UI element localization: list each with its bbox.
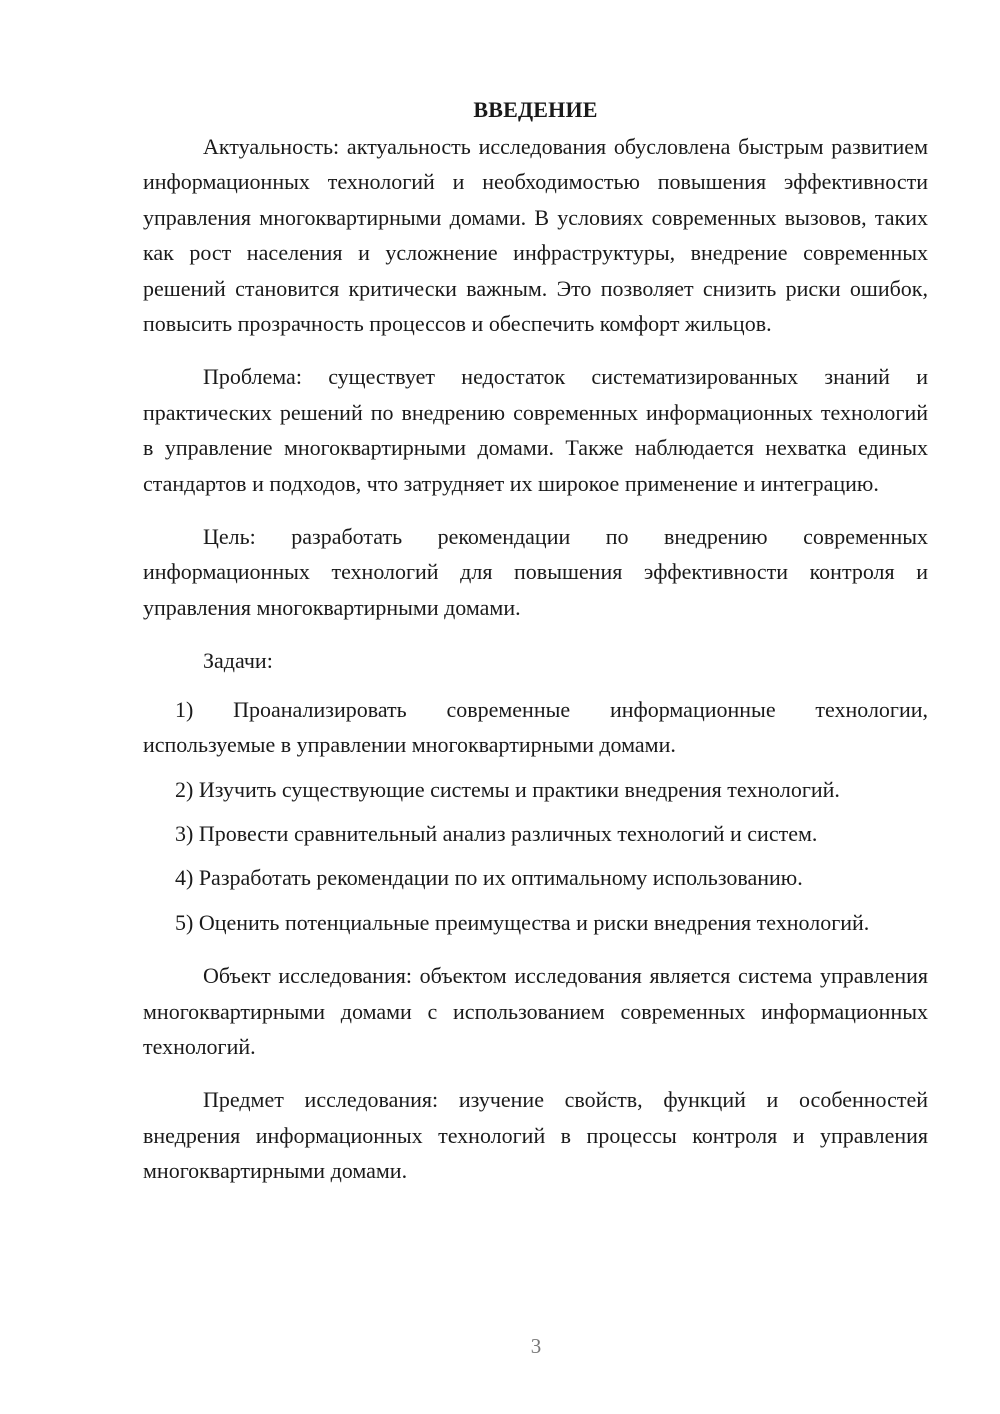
page-number: 3 bbox=[530, 1334, 542, 1358]
task-item: 1) Проанализировать современные информационные технологии, используемые в управлении многоквартирными домами. bbox=[143, 696, 928, 758]
task-item: 2) Изучить существующие системы и практики внедрения технологий. bbox=[175, 776, 840, 802]
paragraph-subject: Предмет исследования: изучение свойств, функций и особенностей внедрения информационных технологий в процессы контроля и управления многоквартирными домами. bbox=[143, 1087, 928, 1184]
paragraph-object: Объект исследования: объектом исследования является система управления многоквартирными домами с использованием современных информационных технологий. bbox=[143, 963, 928, 1059]
paragraph-problem: Проблема: существует недостаток систематизированных знаний и практических решений по внедрению современных информационных технологий в управление многоквартирными домами. Также наблюдается нехватка единых стандартов и подходов, что затрудняет их широкое применение и интеграцию. bbox=[143, 364, 928, 496]
task-item: 5) Оценить потенциальные преимущества и риски внедрения технологий. bbox=[175, 909, 870, 935]
task-item: 4) Разработать рекомендации по их оптимальному использованию. bbox=[175, 865, 803, 891]
task-item: 3) Провести сравнительный анализ различных технологий и систем. bbox=[175, 820, 818, 846]
section-title: ВВЕДЕНИЕ bbox=[473, 97, 598, 122]
paragraph-goal: Цель: разработать рекомендации по внедрению современных информационных технологий для повышения эффективности контроля и управления многоквартирными домами. bbox=[143, 524, 928, 620]
document-page bbox=[143, 92, 928, 1207]
tasks-heading: Задачи: bbox=[203, 648, 273, 674]
paragraph-relevance: Актуальность: актуальность исследования обусловлена быстрым развитием информационных технологий и необходимостью повышения эффективности управления многоквартирными домами. В условиях современных вызовов, таких как рост населения и усложнение инфраструктуры, внедрение современных решений становится критически важным. Это позволяет снизить риски ошибок, повысить прозрачность процессов и обеспечить комфорт жильцов. bbox=[143, 134, 928, 337]
tasks-list bbox=[143, 692, 928, 940]
